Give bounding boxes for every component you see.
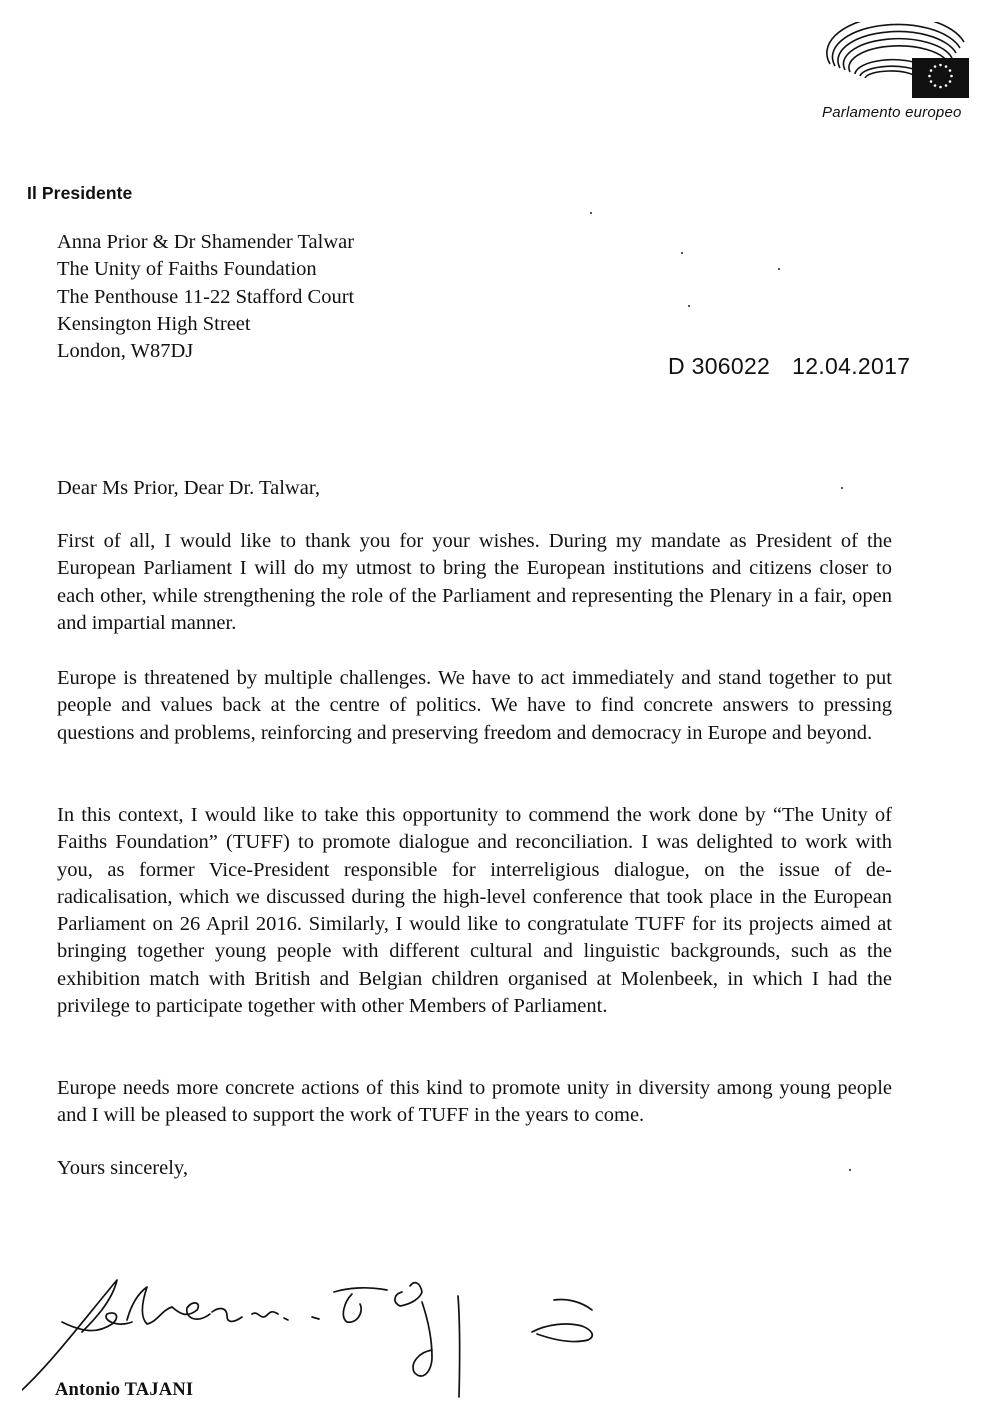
address-line: London, W87DJ	[57, 340, 194, 363]
body-paragraph: Europe is threatened by multiple challenges. We have to act immediately and stand together to put people and values back at the centre of politics. We have to find concrete answers to pressing questions and problems, reinforcing and preserving freedom and democracy in Europe and beyond.	[57, 667, 892, 744]
signer-name: Antonio TAJANI	[55, 1380, 194, 1400]
reference-number: D 306022	[668, 353, 771, 379]
address-line: Anna Prior & Dr Shamender Talwar	[57, 231, 355, 253]
body-paragraph: Europe needs more concrete actions of this kind to promote unity in diversity among young people and I will be pleased to support the work of TUFF in the years to come.	[57, 1077, 892, 1127]
scan-speck	[849, 1169, 851, 1171]
office-title: Il Presidente	[27, 183, 133, 203]
institution-name: Parlamento europeo	[822, 104, 962, 121]
body-paragraph: First of all, I would like to thank you for your wishes. During my mandate as President of the European Parliament I will do my utmost to bring the European institutions and citizens closer to each other, while strengthening the role of the Parliament and representing the Plenary in a fair, open and impartial manner.	[57, 530, 892, 634]
recipient-address	[57, 229, 354, 365]
scan-speck	[688, 305, 690, 307]
address-line: Kensington High Street	[57, 312, 251, 335]
reference-line	[668, 353, 910, 380]
body-paragraph: In this context, I would like to take this opportunity to commend the work done by “The Unity of Faiths Foundation” (TUFF) to promote dialogue and reconciliation. I was delighted to work with you, as former Vice-President responsible for interreligious dialogue, on the issue of de-radicalisation, which we discussed during the high-level conference that took place in the European Parliament on 26 April 2016. Similarly, I would like to congratulate TUFF for its projects aimed at bringing together young people with different cultural and linguistic backgrounds, such as the exhibition match with British and Belgian children organised at Molenbeek, in which I had the privilege to participate together with other Members of Parliament.	[57, 804, 892, 1018]
address-line: The Penthouse 11-22 Stafford Court	[57, 285, 355, 308]
scan-speck	[681, 252, 683, 254]
european-parliament-logo	[824, 22, 974, 100]
scan-speck	[841, 487, 843, 489]
reference-date: 12.04.2017	[792, 353, 911, 379]
closing: Yours sincerely,	[57, 1157, 188, 1179]
scan-speck	[778, 268, 780, 270]
salutation: Dear Ms Prior, Dear Dr. Talwar,	[57, 477, 320, 499]
scan-speck	[590, 212, 592, 214]
address-line: The Unity of Faiths Foundation	[57, 258, 317, 281]
